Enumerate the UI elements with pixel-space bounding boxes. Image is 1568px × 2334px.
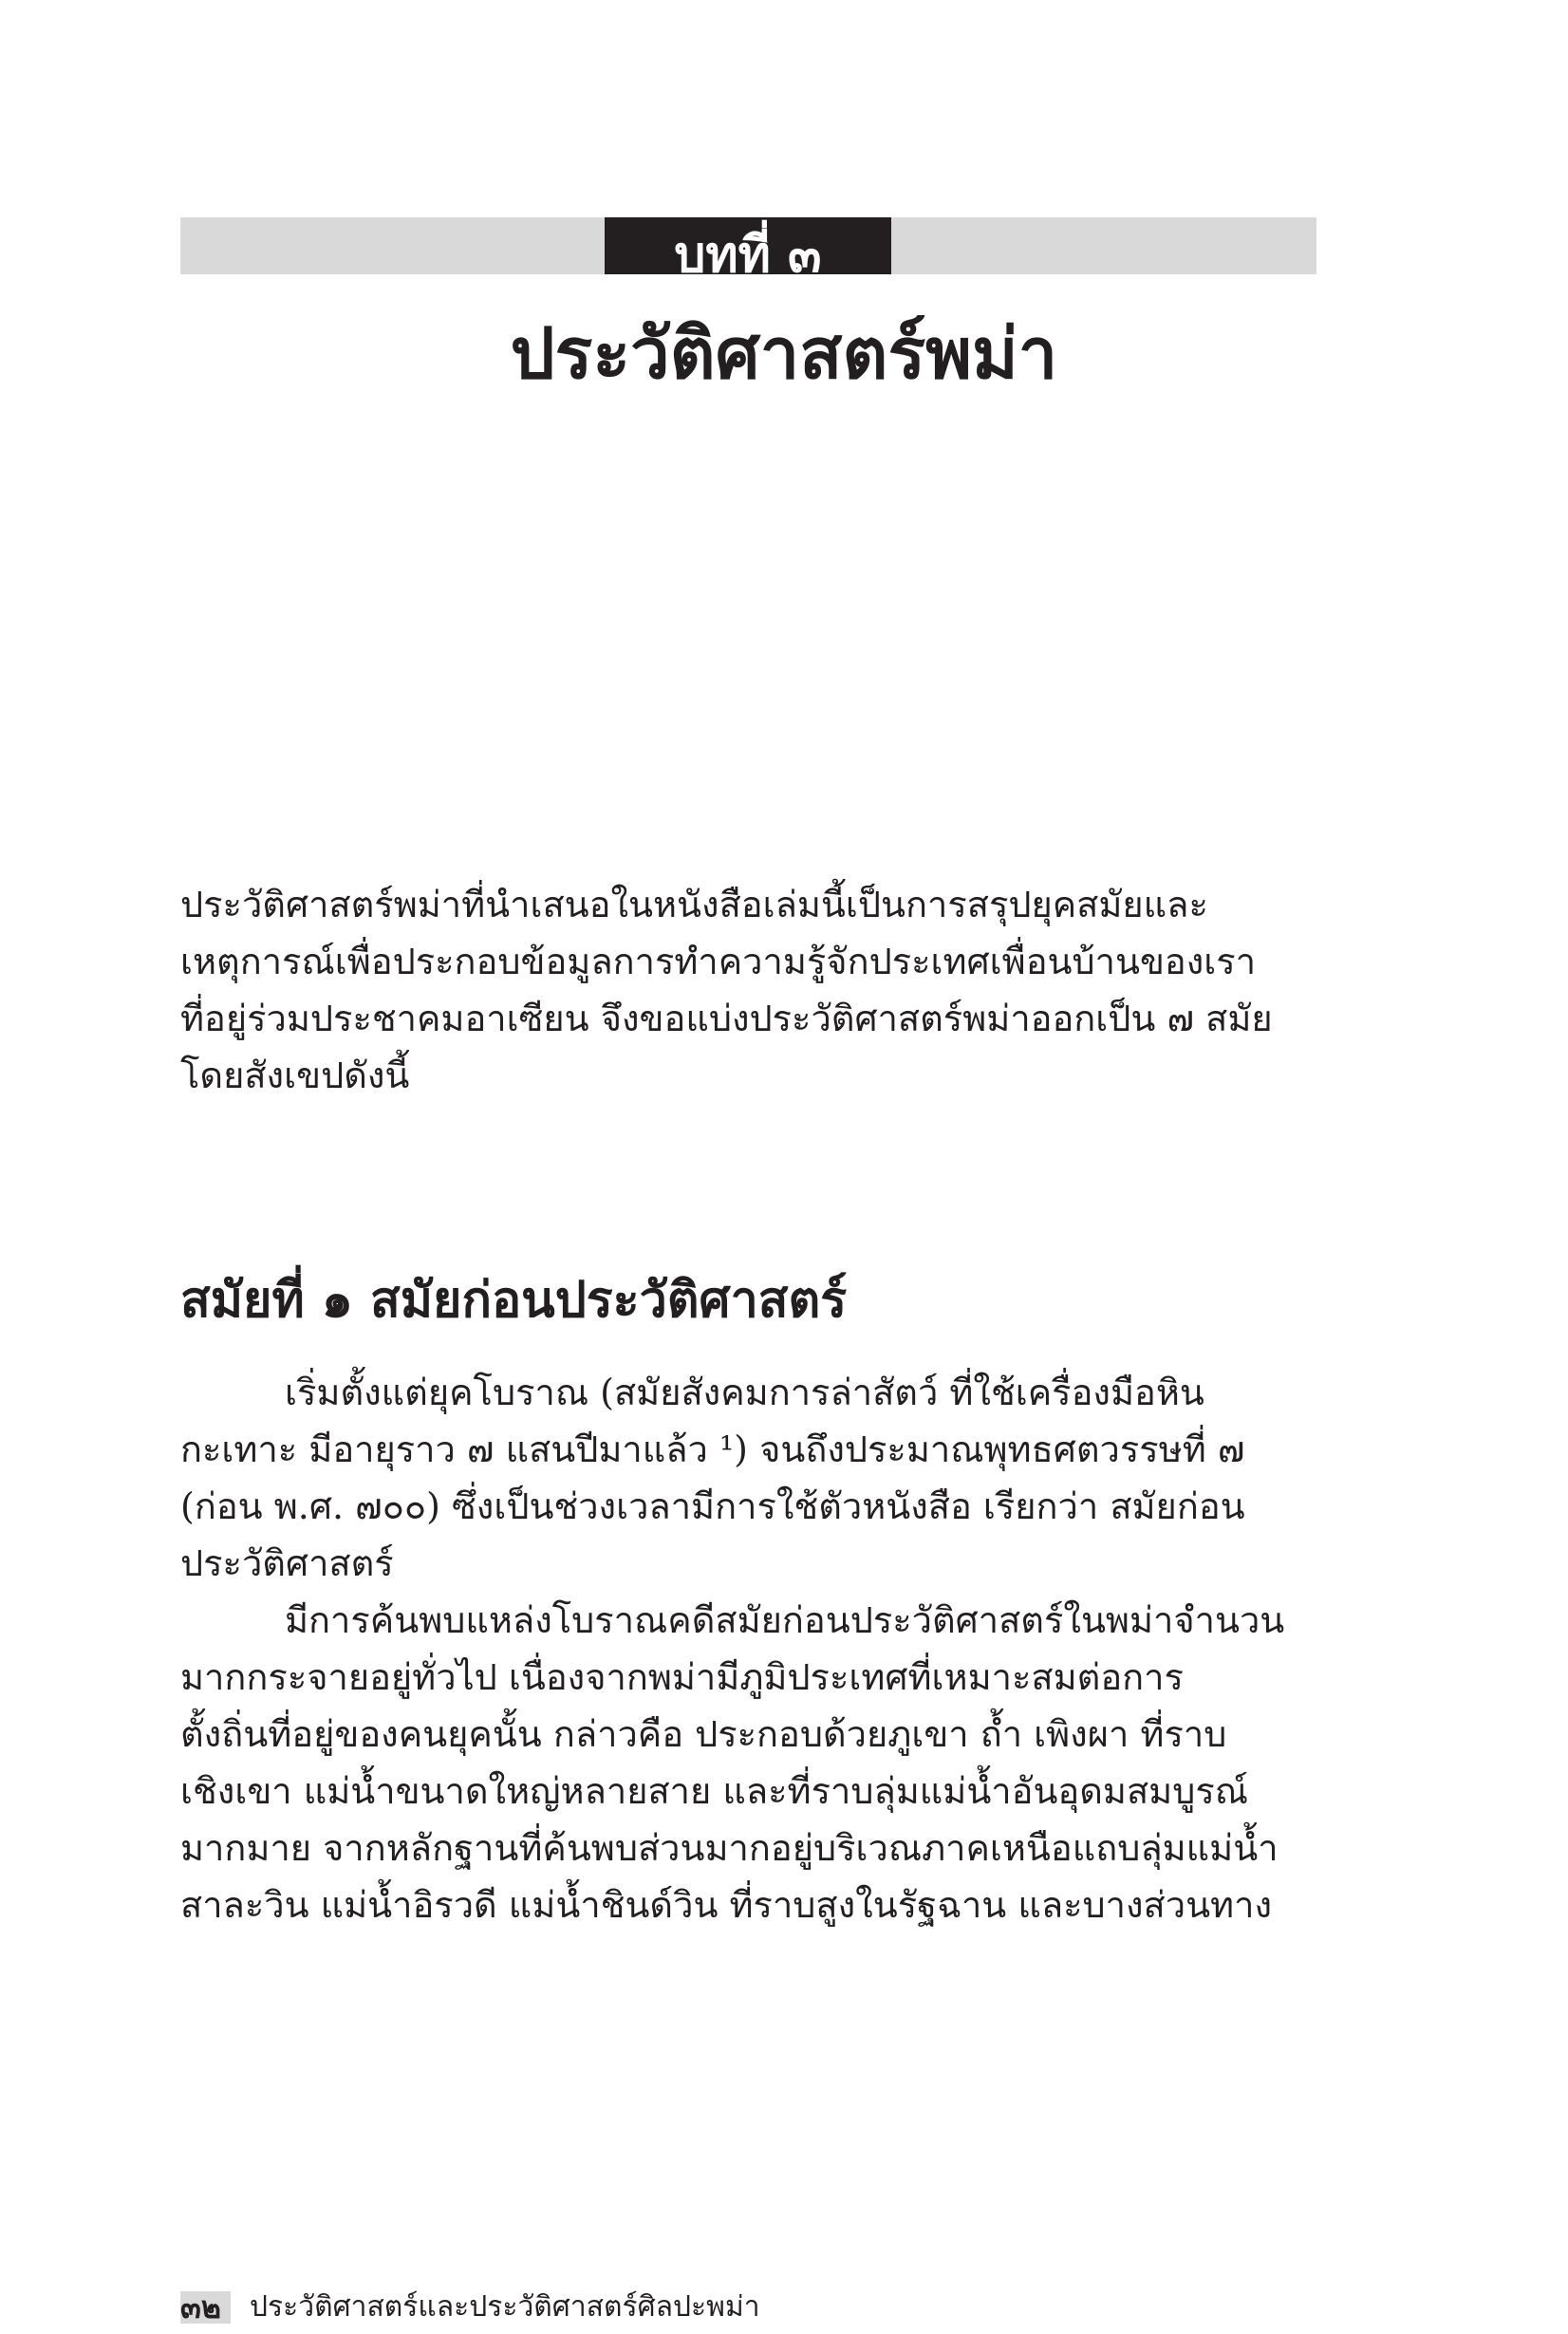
text-line: (ก่อน พ.ศ. ๗๐๐) ซึ่งเป็นช่วงเวลามีการใช้ตัวหนังสือ เรียกว่า สมัยก่อน [180,1485,1245,1527]
text-line: ประวัติศาสตร์ [180,1542,394,1584]
text-line: มากกระจายอยู่ทั่วไป เนื่องจากพม่ามีภูมิประเทศที่เหมาะสมต่อการ [180,1656,1184,1698]
chapter-label: บทที่ ๓ [674,227,822,274]
text-line: โดยสังเขปดังนี้ [180,1055,410,1096]
text-line: ที่อยู่ร่วมประชาคมอาเซียน จึงขอแบ่งประวัติศาสตร์พม่าออกเป็น ๗ สมัย [180,998,1273,1039]
text-line: ประวัติศาสตร์พม่าที่นำเสนอในหนังสือเล่มนี้เป็นการสรุปยุคสมัยและ [180,884,1208,925]
text-line: ตั้งถิ่นที่อยู่ของคนยุคนั้น กล่าวคือ ประกอบด้วยภูเขา ถ้ำ เพิงผา ที่ราบ [180,1713,1227,1755]
text-line: มากมาย จากหลักฐานที่ค้นพบส่วนมากอยู่บริเวณภาคเหนือแถบลุ่มแม่น้ำ [180,1827,1279,1869]
text-line: กะเทาะ มีอายุราว ๗ แสนปีมาแล้ว ¹) จนถึงประมาณพุทธศตวรรษที่ ๗ [180,1428,1245,1470]
section-paragraph-2 [180,1592,1319,1933]
chapter-label-box [605,217,891,274]
section-heading: สมัยที่ ๑ สมัยก่อนประวัติศาสตร์ [180,1272,848,1329]
running-title: ประวัติศาสตร์และประวัติศาสตร์ศิลปะพม่า [249,2290,760,2324]
text-line: เหตุการณ์เพื่อประกอบข้อมูลการทำความรู้จักประเทศเพื่อนบ้านของเรา [180,941,1257,982]
text-line: มีการค้นพบแหล่งโบราณคดีสมัยก่อนประวัติศาสตร์ในพม่าจำนวน [285,1599,1285,1641]
section-paragraph-1 [180,1364,1319,1592]
page-number: ๓๒ [180,2291,231,2324]
text-line: เริ่มตั้งแต่ยุคโบราณ (สมัยสังคมการล่าสัตว์ ที่ใช้เครื่องมือหิน [285,1372,1204,1413]
text-line: เชิงเขา แม่น้ำขนาดใหญ่หลายสาย และที่ราบลุ่มแม่น้ำอันอุดมสมบูรณ์ [180,1770,1249,1812]
chapter-title: ประวัติศาสตร์พม่า [510,313,1058,395]
text-line: สาละวิน แม่น้ำอิรวดี แม่น้ำชินด์วิน ที่ราบสูงในรัฐฉาน และบางส่วนทาง [180,1884,1273,1926]
page-footer [180,2285,760,2330]
intro-paragraph [180,876,1319,1104]
